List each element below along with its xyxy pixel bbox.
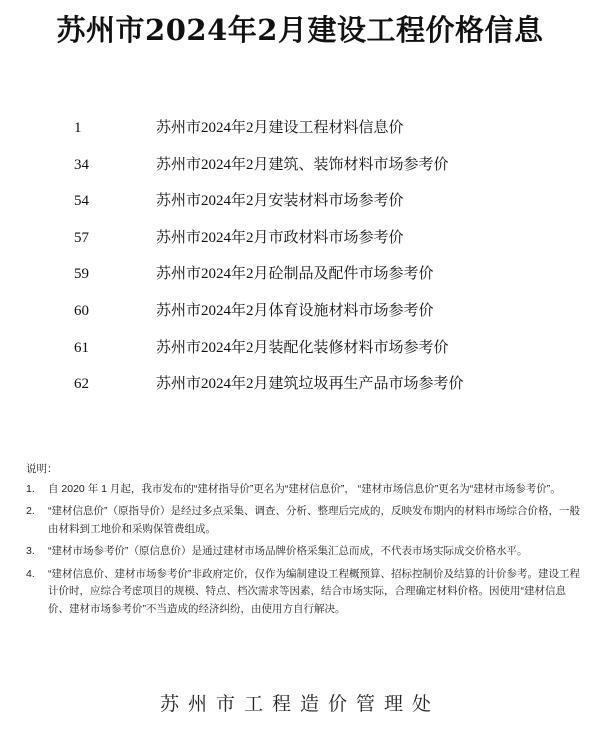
note-text: “建材市场参考价”（原信息价）是通过建材市场品牌价格采集汇总而成，不代表市场实际成交价格水平。 [48,545,528,557]
toc-row [0,337,600,374]
toc-page-number: 61 [74,339,89,356]
toc-entry-title: 苏州市2024年2月建设工程材料信息价 [156,120,404,136]
note-number: 4. [26,567,35,580]
toc-entry-title: 苏州市2024年2月建筑垃圾再生产品市场参考价 [156,376,464,393]
notes-heading: 说明： [26,463,58,475]
note-number: 1. [26,482,35,495]
note-number: 3. [26,545,35,557]
toc-row [0,263,600,300]
toc-entry-title: 苏州市2024年2月体育设施材料市场参考价 [156,302,434,319]
toc-row [0,300,600,337]
toc-row [0,373,600,410]
note-item [26,503,586,538]
note-item [26,566,586,619]
toc-entry-title: 苏州市2024年2月建筑、装饰材料市场参考价 [156,156,449,173]
table-of-contents [0,117,600,410]
notes-section [26,461,586,623]
toc-row [0,227,600,264]
issuer-signature: 苏州市工程造价管理处 [159,693,440,715]
toc-row [0,117,600,154]
note-text: 自 2020 年 1 月起，我市发布的“建材指导价”更名为“建材信息价”， “建材市场信息价”更名为“建材市场参考价”。 [48,482,561,495]
toc-page-number: 1 [74,120,82,136]
toc-page-number: 54 [74,193,89,210]
toc-page-number: 57 [74,229,89,246]
note-text: “建材信息价”（原指导价）是经过多点采集、调查、分析、整理后完成的，反映发布期内的材料市场综合价格，一般由材料到工地价和采购保管费组成。 [48,505,580,535]
toc-entry-title: 苏州市2024年2月市政材料市场参考价 [156,229,404,246]
toc-page-number: 34 [74,156,89,173]
toc-page-number: 60 [74,302,89,319]
document-title: 苏州市2024年2月建设工程价格信息 [56,13,544,47]
toc-page-number: 62 [74,376,89,393]
note-text: “建材信息价、建材市场参考价”非政府定价，仅作为编制建设工程概预算、招标控制价及结算的计价参考。建设工程计价时，应综合考虑项目的规模、特点、档次需求等因素，结合市场实际，合理确定材料价格。因使用“建材信息价、建材市场参考价”不当造成的经济纠纷，由使用方自行解决。 [48,567,580,615]
toc-row [0,190,600,227]
toc-entry-title: 苏州市2024年2月砼制品及配件市场参考价 [156,266,434,283]
note-number: 2. [26,505,35,517]
note-item [26,481,586,499]
note-item [26,543,586,561]
toc-entry-title: 苏州市2024年2月安装材料市场参考价 [156,193,404,210]
toc-entry-title: 苏州市2024年2月装配化装修材料市场参考价 [156,339,449,356]
toc-row [0,154,600,191]
toc-page-number: 59 [74,266,89,283]
